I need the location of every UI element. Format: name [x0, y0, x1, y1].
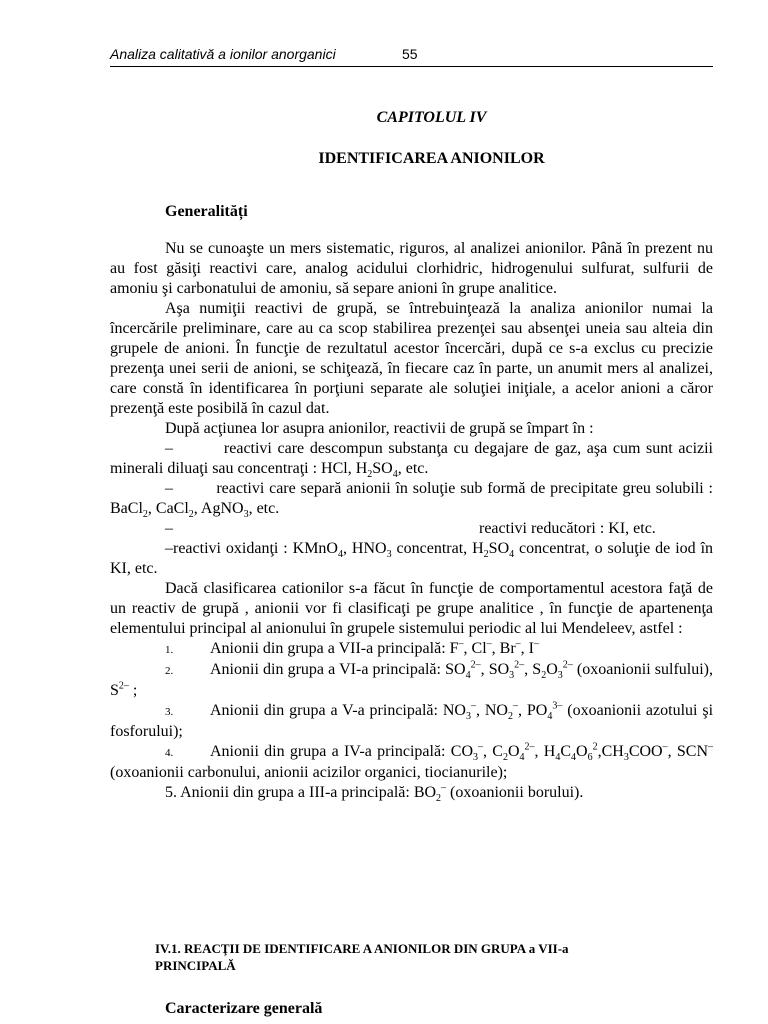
- group-item-5: 5. Anionii din grupa a III-a principală: $BO_2^-$ (oxoanionii borului).: [165, 782, 584, 805]
- paragraph-2: Aşa numiţii reactivi de grupă, se întrebuinţează la analiza anionilor numai la încercările preliminare, care au ca scop stabilirea prezenţei sau absenţei uneia sau alteia din grupele de anioni. În funcţie de rezultatul acestor încercări, după ce s-a exclus cu precizie prezenţa unei serii de anioni, se schiţează, în fiecare caz în parte, un anumit mers al analizei, care constă în identificarea în porţiuni separate ale soluţiei iniţiale, a acelor anioni a căror prezenţă este posibilă în cazul dat.: [110, 300, 713, 417]
- section-heading-generalitati: Generalități: [165, 203, 248, 220]
- page-number: 55: [402, 46, 418, 62]
- paragraph-3: După acţiunea lor asupra anionilor, reactivii de grupă se împart în :: [165, 420, 594, 437]
- group-item-1: 1. Anionii din grupa a VII-a principală: F–, Cl–, Br–, I–: [165, 638, 539, 657]
- list-item-reducing-reagents: – reactivi reducători : KI, etc.: [165, 520, 656, 537]
- body-text: [110, 239, 713, 803]
- paragraph-4: Dacă clasificarea cationilor s-a făcut în funcţie de comportamentul acestora faţă de un reactiv de grupă , anionii vor fi clasificaţi pe grupe analitice , în funcţie de apartenenţa elementului principal al anionului în grupele sistemului periodic al lui Mendeleev, astfel :: [110, 580, 713, 637]
- page-header: [110, 44, 713, 67]
- group-item-4: 4. Anionii din grupa a IV-a principală: $CO_3^-$, $C_2O_4^{2-}$, $H_4C_4O_6^2,CH_3COO^-$, SCN– (oxoanionii carbonului, anionii acizilor organici, tiocianurile);: [110, 741, 714, 781]
- header-title: Analiza calitativă a ionilor anorganici: [110, 46, 336, 62]
- group-item-2: 2. Anionii din grupa a VI-a principală: $SO_4^{2-}$, $SO_3^{2-}$, $S_2O_3^{2-}$ (oxoanionii sulfului), $S^{2-}$ ;: [110, 659, 714, 699]
- list-item-oxidizing-reagents: –reactivi oxidanţi : KMnO$_4$, $HNO_3$ concentrat, $H_2SO_4$ concentrat, o soluţie de iod în KI, etc.: [110, 540, 714, 577]
- subheading-caracterizare: Caracterizare generală: [165, 1000, 323, 1017]
- section-title-iv1: IV.1. REACŢII DE IDENTIFICARE A ANIONILOR DIN GRUPA a VII-a PRINCIPALĂ: [155, 941, 569, 973]
- group-item-3: 3. Anionii din grupa a V-a principală: $NO_3^-$, $NO_2^-$, $PO_4^{3-}$ (oxoanionii azotului şi fosforului);: [110, 700, 714, 740]
- list-item-gas-reagents: – reactivi care descompun substanţa cu degajare de gaz, aşa cum sunt acizii minerali diluaţi sau concentraţi : HCl, $H_2SO_4$, etc.: [110, 440, 714, 481]
- list-item-precipitate-reagents: – reactivi care separă anionii în soluţie sub formă de precipitate greu solubili : BaCl$_2$, CaCl$_2$, AgNO$_3$, etc.: [110, 480, 713, 521]
- paragraph-1: Nu se cunoaşte un mers sistematic, riguros, al analizei anionilor. Până în prezent nu au fost găsiţi reactivi care, analog acidului clorhidric, hidrogenului sulfurat, sulfurii de amoniu şi carbonatului de amoniu, să separe anioni în grupe analitice.: [110, 240, 713, 297]
- chapter-label: CAPITOLUL IV: [376, 109, 487, 126]
- chapter-title: IDENTIFICAREA ANIONILOR: [318, 150, 545, 167]
